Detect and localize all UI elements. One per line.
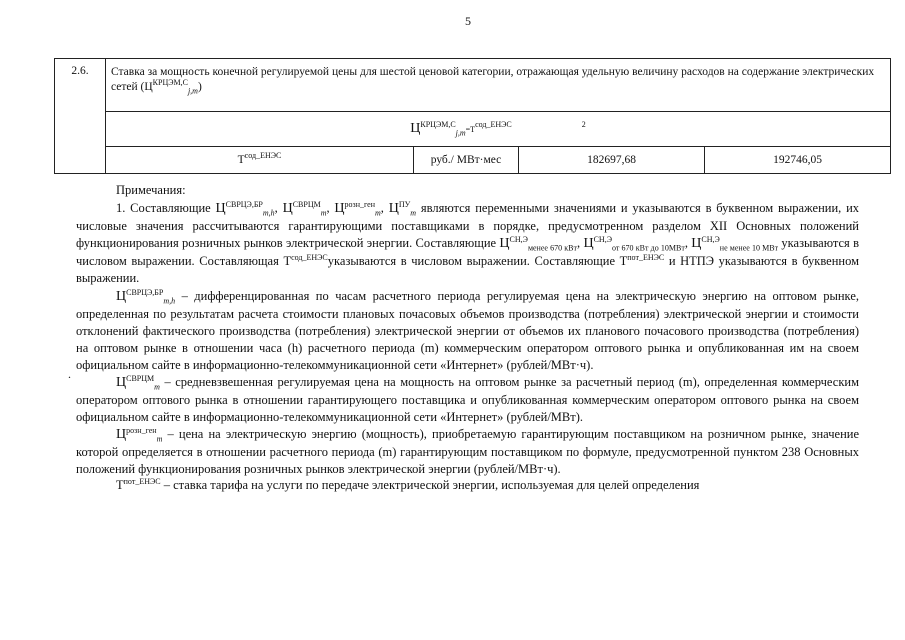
notes-section bbox=[76, 182, 859, 494]
table-row bbox=[55, 112, 891, 147]
tariff-table bbox=[54, 58, 891, 174]
notes-heading: Примечания: bbox=[116, 183, 186, 197]
note-paragraph-4: $Ц^{розн\_ген}_m$ – цена на электрическую энергию (мощность), приобретаемую гарантирующим поставщиком на розничном рынке, значение которой определяется в отношении расчетного периода (m) гарантирующим поставщиком по формуле, предусмотренной пунктом 238 Основных положений функционирования розничных рынков электрической энергии (рублей/МВт·ч). bbox=[76, 425, 859, 476]
margin-dot: . bbox=[68, 367, 71, 381]
note-paragraph-5: $Т^{пот\_ЕНЭС}$ – ставка тарифа на услуги по передаче электрической энергии, используемая для целей определения bbox=[116, 477, 700, 493]
note-paragraph-1: 1. Составляющие $Ц^{СВРЦЭ,БР}_{m,h}$, $Ц^{СВРЦМ}_m$, $Ц^{розн\_ген}_m$, $Ц^{ПУ}_m$ являются переменными значениями и указываются в буквенном выражении, их числовые значения рассчитываются гарантирующими поставщиками в порядке, предусмотренном разделом XII Основных положений функционирования розничных рынков электрической энергии. Составляющие $Ц^{СН,Э}_{менее 670 кВт}$, $Ц^{СН,Э}_{от 670 кВт до 10МВт}$, $Ц^{СН,Э}_{не менее 10 МВт}$ указываются в числовом выражении. Составляющая $Т^{сод\_ЕНЭС}указываются$ в числовом выражении. Составляющие $Т^{пот\_ЕНЭС}$ и НТПЭ указываются в буквенном выражении. bbox=[76, 199, 860, 285]
tsod-label: $Т^{сод\_ЕНЭС}$ bbox=[106, 147, 414, 174]
value-cell-2: 192746,05 bbox=[705, 147, 891, 174]
page-number: 5 bbox=[465, 14, 471, 28]
formula-cell: $Ц^{КРЦЭМ,С}_{j,m}=Т^{сод\_ЕНЭС}$ $^2$ bbox=[106, 112, 891, 147]
formula-footnote: 2 bbox=[581, 120, 586, 130]
note-paragraph-2: $Ц^{СВРЦЭ,БР}_{m,h}$ – дифференцированная по часам расчетного периода регулируемая цена на электрическую энергию на оптовом рынке, определенная по результатам расчета стоимости плановых почасовых объемов производства (потребления) электрической энергии и стоимости отклонений фактического производства (потребления) электрической энергии от объемов их планового почасового производства (потребления) на оптовом рынке в отношении часа (h) расчетного периода (m) коммерческим оператором оптового рынка и опубликованная им на своем официальном сайте в информационно-телекоммуникационной сети «Интернет» (рублей/МВт·ч). bbox=[76, 288, 859, 373]
table-row bbox=[55, 147, 891, 174]
row-description: Ставка за мощность конечной регулируемой цены для шестой ценовой категории, отражающая удельную величину расходов на содержание электрических сетей $(Ц^{КРЦЭМ,С}_{j,m})$ bbox=[106, 59, 891, 112]
table-row bbox=[55, 59, 891, 112]
note-paragraph-3: $Ц^{СВРЦМ}_m$ – средневзвешенная регулируемая цена на мощность на оптовом рынке за расчетный период (m), определенная коммерческим оператором оптового рынка в отношении гарантирующего поставщика и опубликованная коммерческим оператором оптового рынка на своем официальном сайте в информационно-телекоммуникационной сети «Интернет» (рублей/МВт). bbox=[76, 373, 859, 424]
value-cell-1: 182697,68 bbox=[519, 147, 705, 174]
row-number: 2.6. bbox=[55, 59, 106, 174]
unit-cell: руб./ МВт·мес bbox=[414, 147, 519, 174]
